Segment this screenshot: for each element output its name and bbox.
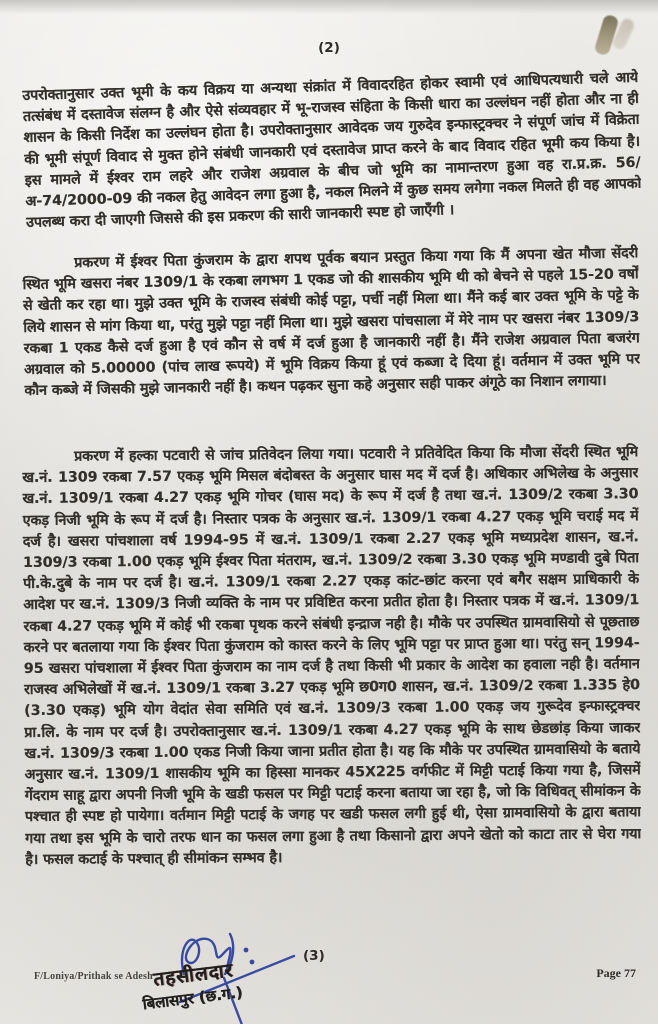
paragraph-transaction-summary: उपरोक्तानुसार उक्त भूमी के कय विक्रय या अन्यथा संक्रांत में विवादरहित होकर स्वामी एवं आधिपत्यधारी चले आये तत्संबंध में दस्तावेज संलग्न है और ऐसे संव्यवहार में भू-राजस्व संहिता के किसी धारा का उल्लंघन नहीं होता और ना ही शासन के किसी निर्देश का उल्लंघन होता है। उपरोक्तानुसार आवेदक जय गुरुदेव इन्फास्ट्रक्चर ने संपूर्ण जांच में विक्रेता की भूमी संपूर्ण विवाद से मुक्त होने संबंधी जानकारी एवं दस्तावेज प्राप्त करने के बाद विवाद रहित भूमी कय किया है। इस मामले में ईश्वर राम लहरे और राजेश अग्रवाल के बीच जो भूमि का नामान्तरण हुआ वह रा.प्र.क्र. 56/अ-74/2000-09 की नकल हेतु आवेदन लगा हुआ है, नकल मिलने में कुछ समय लगेगा नकल मिलते ही वह आपको उपलब्ध करा दी जाएगी जिससे की इस प्रकरण की सारी जानकारी स्पष्ट हो जाएँगी ।: [22, 69, 642, 232]
page-number-top: (2): [318, 40, 340, 56]
page-number-bottom: (3): [303, 948, 325, 964]
page-label: Page 77: [596, 966, 636, 980]
file-reference: F/Loniya/Prithak se Adesh: [34, 971, 153, 982]
paragraph-sworn-statement: प्रकरण में ईश्वर पिता कुंजराम के द्वारा शपथ पूर्वक बयान प्रस्तुत किया गया कि मैं अपना खेत मौजा सेंदरी स्थित भूमि खसरा नंबर 1309/1 के रकबा लगभग 1 एकड जो की शासकीय भूमि थी को बेचने से पहले 15-20 वर्षों से खेती कर रहा था। मुझे उक्त भूमि के राजस्व संबंधी कोई पट्टा, पर्ची नहीं मिला था। मैंने कई बार उक्त भूमि के पट्टे के लिये शासन से मांग किया था, परंतु मुझे पट्टा नहीं मिला था। मुझे खसरा पांचसाला में मेरे नाम पर खसरा नंबर 1309/3 रकबा 1 एकड कैसे दर्ज हुआ है एवं कौन से वर्ष में दर्ज हुआ है जानकारी नहीं है। मैंने राजेश अग्रवाल पिता बजरंग अग्रवाल को 5.00000 (पांच लाख रूपये) में भूमि विक्रय किया हूं एवं कब्जा दे दिया हूं। वर्तमान में उक्त भूमि पर कौन कब्जे में जिसकी मुझे जानकारी नहीं है। कथन पढ़कर सुना कहे अनुसार सही पाकर अंगूठे का निशान लगाया।: [22, 245, 641, 400]
paragraph-patwari-report: प्रकरण में हल्का पटवारी से जांच प्रतिवेदन लिया गया। पटवारी ने प्रतिवेदित किया कि मौजा सेंदरी स्थित भूमि ख.नं. 1309 रकबा 7.57 एकड़ भूमि मिसल बंदोबस्त के अनुसार घास मद में दर्ज है। अधिकार अभिलेख के अनुसार ख.नं. 1309/1 रकबा 4.27 एकड़ भूमि गोचर (घास मद) के रूप में दर्ज है तथा ख.नं. 1309/2 रकबा 3.30 एकड़ निजी भूमि के रूप में दर्ज है। निस्तार पत्रक के अनुसार ख.नं. 1309/1 रकबा 4.27 एकड़ भूमि चराई मद में दर्ज है। खसरा पांचशाला वर्ष 1994-95 में ख.नं. 1309/1 रकबा 2.27 एकड़ भूमि मध्यप्रदेश शासन, ख.नं. 1309/3 रकबा 1.00 एकड़ भूमि ईश्वर पिता मंतराम, ख.नं. 1309/2 रकबा 3.30 एकड़ भूमि मण्डावी दुबे पिता पी.के.दुबे के नाम पर दर्ज है। ख.नं. 1309/1 रकबा 2.27 एकड़ कांट-छांट करना एवं बगैर सक्षम प्राधिकारी के आदेश पर ख.नं. 1309/3 निजी व्यक्ति के नाम पर प्रविष्टित करना प्रतीत होता है। निस्तार पत्रक में ख.नं. 1309/1 रकबा 4.27 एकड़ भूमि में कोई भी रकबा पृथक करने संबंधी इन्द्राज नही है। मौके पर उपस्थित ग्रामवासियो से पूछताछ करने पर बतलाया गया कि ईश्वर पिता कुंजराम को कास्त करने के लिए भूमि पट्टा पर प्राप्त हुआ था। परंतु सन् 1994-95 खसरा पांचशाला में ईश्वर पिता कुंजराम का नाम दर्ज है तथा किसी भी प्रकार के आदेश का हवाला नही है। वर्तमान राजस्व अभिलेखों में ख.नं. 1309/1 रकबा 3.27 एकड़ भूमि छ0ग0 शासन, ख.नं. 1309/2 रकबा 1.335 हे0 (3.30 एकड़) भूमि योग वेदांत सेवा समिति एवं ख.नं. 1309/3 रकबा 1.00 एकड़ जय गुरूदेव इन्फास्ट्रक्चर प्रा.लि. के नाम पर दर्ज है। उपरोक्तानुसार ख.नं. 1309/1 रकबा 4.27 एकड़ भूमि के साथ छेडछांड़ किया जाकर ख.नं. 1309/3 रकबा 1.00 एकड निजी किया जाना प्रतीत होता है। यह कि मौके पर उपस्थित ग्रामवासियो के बताये अनुसार ख.नं. 1309/1 शासकीय भूमि का हिस्सा मानकर 45X225 वर्गफीट में मिट्टी पटाई किया गया है, जिसमें गेंदराम साहू द्वारा अपनी निजी भूमि के खडी फसल पर मिट्टी पटाई करना बताया जा रहा है, जो कि विधिवत् सीमांकन के पश्चात ही स्पष्ट हो पायेगा। वर्तमान मिट्टी पटाई के जगह पर खडी फसल लगी हुई थी, ऐसा ग्रामवासियो के द्वारा बताया गया तथा इस भूमि के चारो तरफ धान का फसल लगा हुआ है तथा किसानो द्वारा अपने खेतो को काटा तार से घेरा गया है। फसल कटाई के पश्चात् ही सीमांकन सम्भव है।: [22, 444, 642, 868]
stamp-designation: तहसीलदार: [152, 959, 235, 991]
stamp-location: बिलासपुर (छ.ग.): [141, 983, 244, 1014]
